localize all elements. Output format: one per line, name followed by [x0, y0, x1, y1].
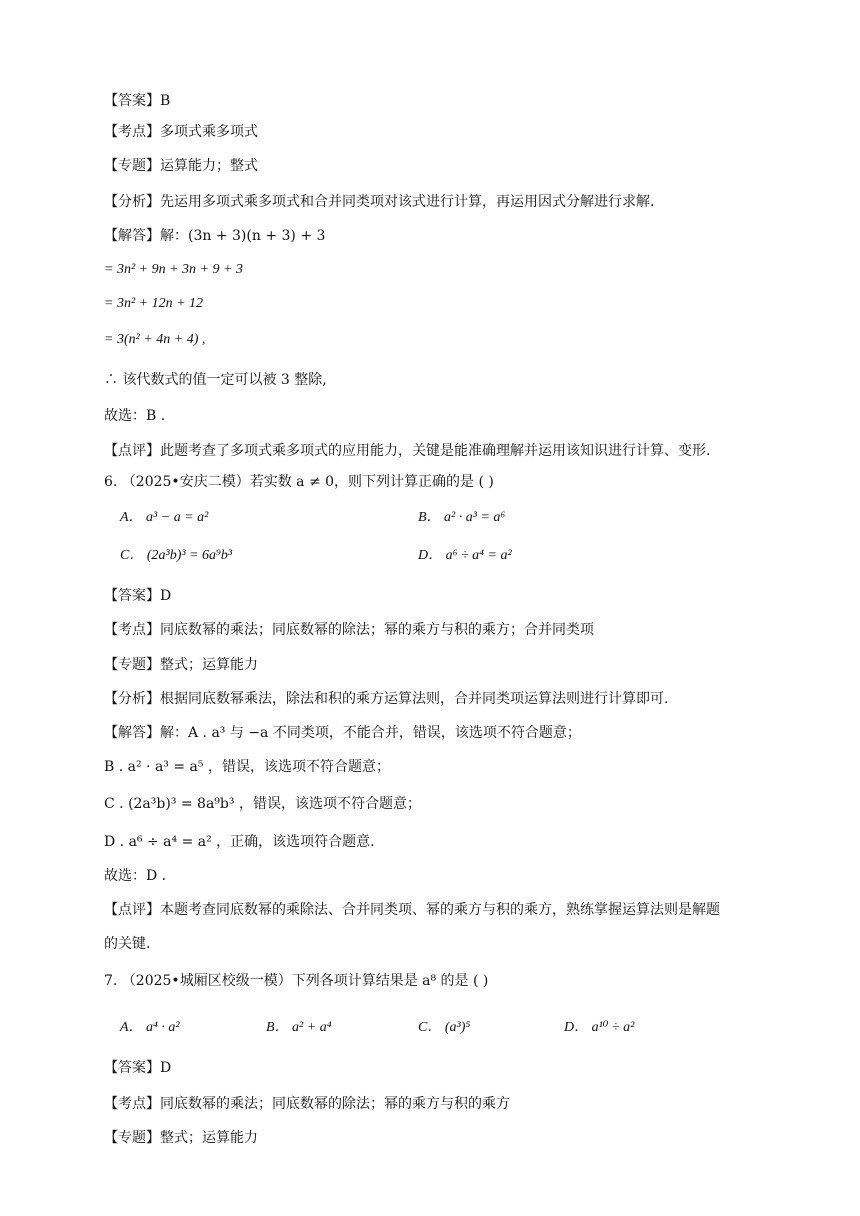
q6-option-a: A． a³ − a = a²: [120, 510, 209, 525]
equation-step-1: = 3n² + 9n + 3n + 9 + 3: [104, 262, 243, 277]
q6-answer-line: 【答案】D: [104, 588, 172, 604]
q6-solution-c: C . (2a³b)³ = 8a⁹b³ ，错误，该选项不符合题意；: [104, 796, 421, 812]
q6-comment-continuation: 的关键.: [104, 936, 151, 952]
q7-answer-line: 【答案】D: [104, 1060, 172, 1076]
choice-line: 故选：B .: [104, 408, 166, 424]
question-7-stem: 7. （2025•城厢区校级一模）下列各项计算结果是 a⁸ 的是 ( ): [104, 973, 489, 989]
question-6-stem: 6. （2025•安庆二模）若实数 a ≠ 0，则下列计算正确的是 ( ): [104, 474, 494, 490]
comment-line: 【点评】此题考查了多项式乘多项式的应用能力，关键是能准确理解并运用该知识进行计算、变形.: [104, 443, 711, 459]
equation-step-3: = 3(n² + 4n + 4) ,: [104, 332, 206, 347]
knowledge-point: 【考点】多项式乘多项式: [104, 124, 258, 140]
equation-step-2: = 3n² + 12n + 12: [104, 296, 204, 311]
q6-option-c: C． (2a³b)³ = 6a⁹b³: [120, 548, 233, 563]
q6-topic-line: 【专题】整式；运算能力: [104, 657, 258, 673]
q6-solution-a: 【解答】解：A . a³ 与 −a 不同类项，不能合并，错误，该选项不符合题意；: [104, 725, 581, 741]
conclusion-line: ∴ 该代数式的值一定可以被 3 整除,: [104, 372, 327, 388]
solution-line: 【解答】解：(3n + 3)(n + 3) + 3: [104, 228, 326, 244]
q7-option-d: D． a¹⁰ ÷ a²: [564, 1020, 635, 1035]
q7-topic-line: 【专题】整式；运算能力: [104, 1130, 258, 1146]
q6-knowledge-point: 【考点】同底数幂的乘法；同底数幂的除法；幂的乘方与积的乘方；合并同类项: [104, 622, 594, 638]
q6-option-b: B． a² · a³ = a⁶: [418, 510, 506, 525]
q7-option-a: A． a⁴ · a²: [120, 1020, 180, 1035]
q7-knowledge-point: 【考点】同底数幂的乘法；同底数幂的除法；幂的乘方与积的乘方: [104, 1096, 510, 1112]
q6-solution-d: D . a⁶ ÷ a⁴ = a² ，正确，该选项符合题意.: [104, 834, 375, 850]
q6-choice-line: 故选：D .: [104, 868, 167, 884]
topic-line: 【专题】运算能力；整式: [104, 158, 258, 174]
q7-option-c: C． (a³)⁵: [418, 1020, 471, 1035]
q6-option-d: D． a⁶ ÷ a⁴ = a²: [418, 548, 512, 563]
answer-line: 【答案】B: [104, 93, 171, 109]
analysis-line: 【分析】先运用多项式乘多项式和合并同类项对该式进行计算，再运用因式分解进行求解.: [104, 194, 655, 210]
q7-option-b: B． a² + a⁴: [266, 1020, 332, 1035]
q6-analysis-line: 【分析】根据同底数幂乘法，除法和积的乘方运算法则，合并同类项运算法则进行计算即可.: [104, 691, 669, 707]
q6-comment-line: 【点评】本题考查同底数幂的乘除法、合并同类项、幂的乘方与积的乘方，熟练掌握运算法则是解题: [104, 902, 720, 918]
q6-solution-b: B . a² · a³ = a⁵ ，错误，该选项不符合题意；: [104, 759, 390, 775]
